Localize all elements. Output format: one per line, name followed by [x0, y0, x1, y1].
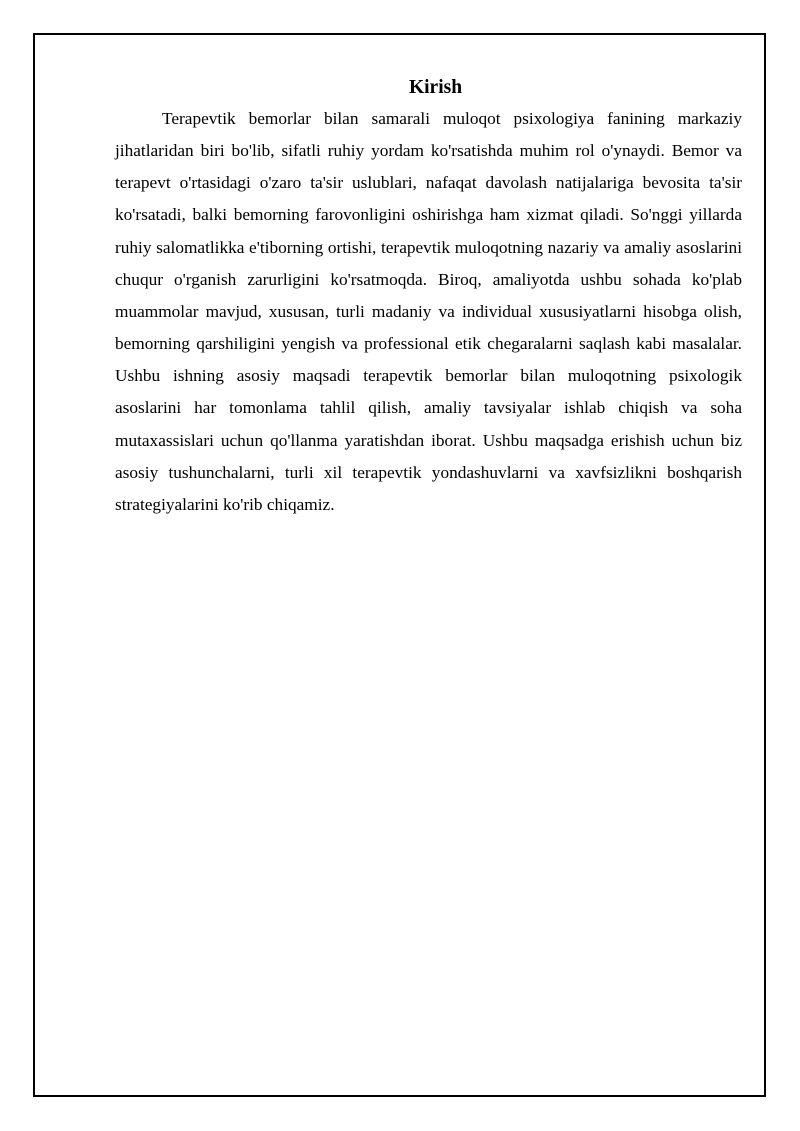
section-title: Kirish	[408, 77, 463, 98]
document-body	[115, 73, 742, 521]
intro-paragraph: Terapevtik bemorlar bilan samarali muloqot psixologiya fanining markaziy jihatlaridan biri bo'lib, sifatli ruhiy yordam ko'rsatishda muhim rol o'ynaydi. Bemor va terapevt o'rtasidagi o'zaro ta'sir uslublari, nafaqat davolash natijalariga bevosita ta'sir ko'rsatadi, balki bemorning farovonligini oshirishga ham xizmat qiladi. So'nggi yillarda ruhiy salomatlikka e'tiborning ortishi, terapevtik muloqotning nazariy va amaliy asoslarini chuqur o'rganish zarurligini ko'rsatmoqda. Biroq, amaliyotda ushbu sohada ko'plab muammolar mavjud, xususan, turli madaniy va individual xususiyatlarni hisobga olish, bemorning qarshiligini yengish va professional etik chegaralarni saqlash kabi masalalar. Ushbu ishning asosiy maqsadi terapevtik bemorlar bilan muloqotning psixologik asoslarini har tomonlama tahlil qilish, amaliy tavsiyalar ishlab chiqish va soha mutaxassislari uchun qo'llanma yaratishdan iborat. Ushbu maqsadga erishish uchun biz asosiy tushunchalarni, turli xil terapevtik yondashuvlarni va xavfsizlikni boshqarish strategiyalarini ko'rib chiqamiz.	[115, 109, 742, 514]
